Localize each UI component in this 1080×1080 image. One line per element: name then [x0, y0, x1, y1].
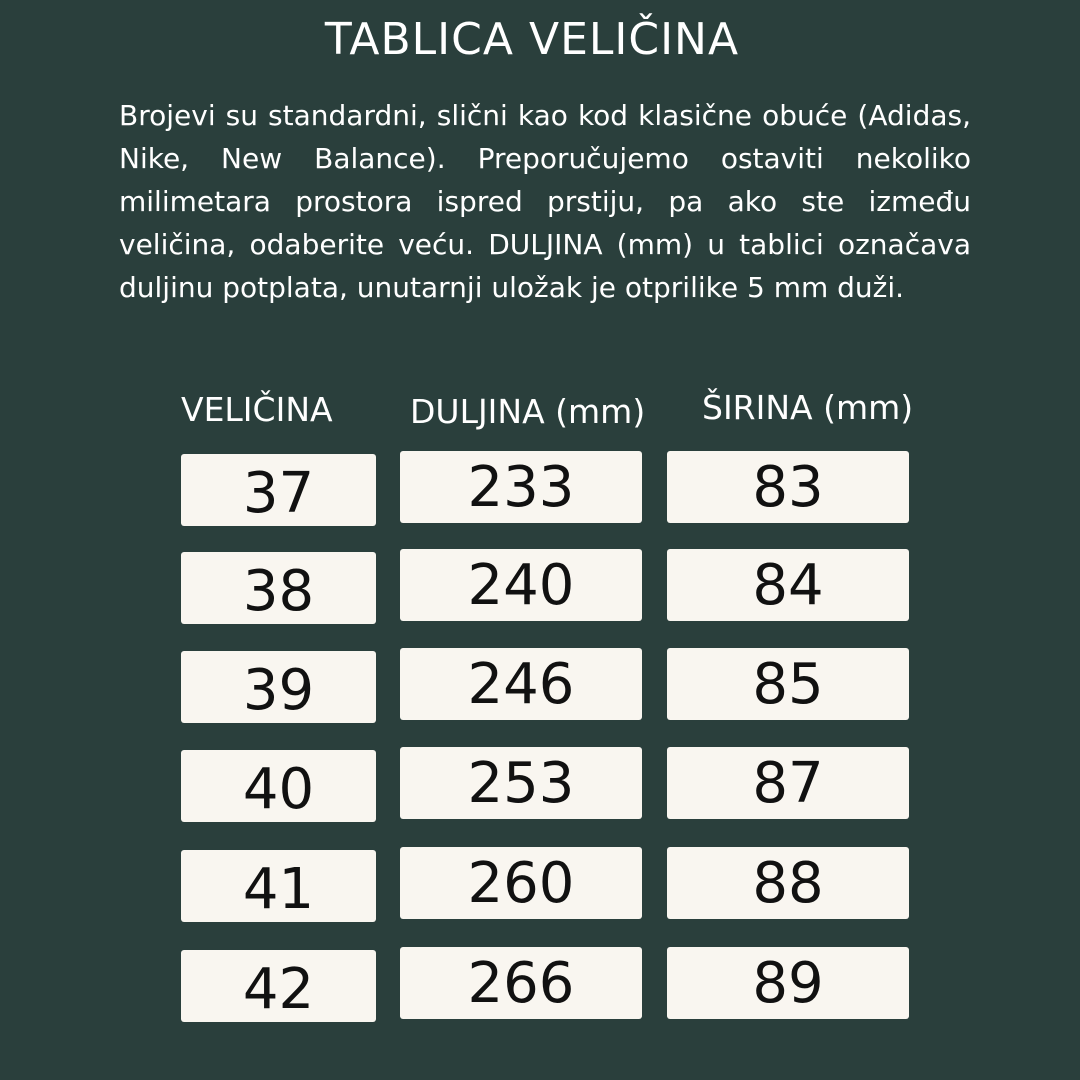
table-cell-width: 87: [667, 747, 909, 819]
table-cell-size: 41: [181, 850, 376, 922]
column-header-length: DULJINA (mm): [410, 392, 646, 431]
table-cell-size: 39: [181, 651, 376, 723]
table-cell-width: 83: [667, 451, 909, 523]
column-header-size: VELIČINA: [181, 390, 333, 429]
column-header-width: ŠIRINA (mm): [702, 388, 914, 427]
table-cell-length: 240: [400, 549, 642, 621]
table-cell-width: 88: [667, 847, 909, 919]
intro-paragraph: Brojevi su standardni, slični kao kod klasične obuće (Adidas, Nike, New Balance). Preporučujemo ostaviti nekoliko milimetara prostora ispred prstiju, pa ako ste između veličina, odaberite veću. DULJINA (mm) u tablici označava duljinu potplata, unutarnji uložak je otprilike 5 mm duži.: [119, 99, 971, 304]
table-cell-size: 38: [181, 552, 376, 624]
table-cell-length: 260: [400, 847, 642, 919]
table-cell-size: 37: [181, 454, 376, 526]
table-cell-size: 40: [181, 750, 376, 822]
table-cell-length: 253: [400, 747, 642, 819]
table-cell-width: 89: [667, 947, 909, 1019]
table-cell-width: 84: [667, 549, 909, 621]
table-cell-width: 85: [667, 648, 909, 720]
table-cell-size: 42: [181, 950, 376, 1022]
table-cell-length: 233: [400, 451, 642, 523]
page-title: TABLICA VELIČINA: [324, 14, 740, 65]
table-cell-length: 246: [400, 648, 642, 720]
table-cell-length: 266: [400, 947, 642, 1019]
